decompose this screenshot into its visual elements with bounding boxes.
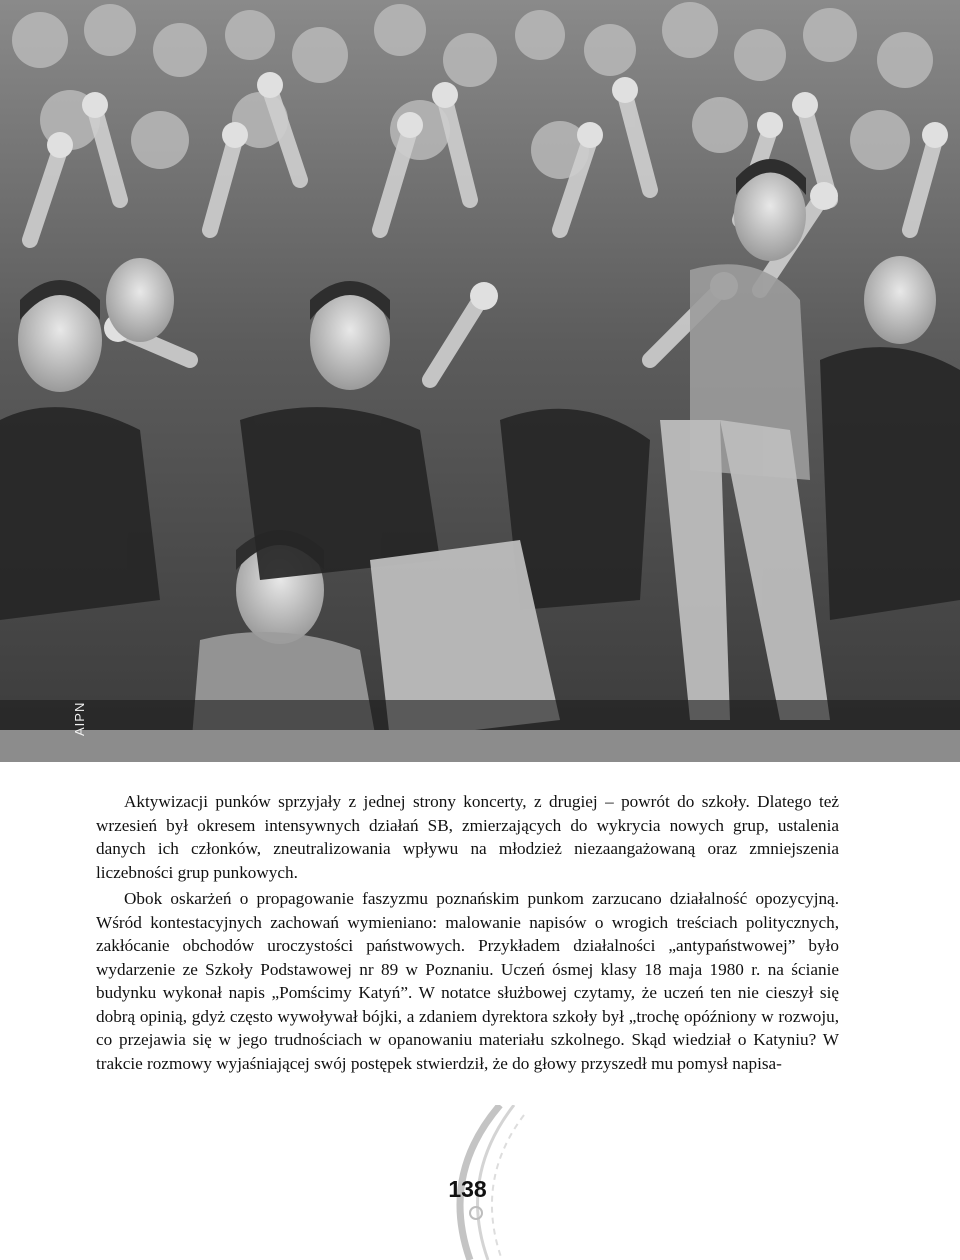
body-text: [96, 790, 839, 1075]
page-number: 138: [448, 1176, 487, 1202]
paragraph-2: Obok oskarżeń o propagowanie faszyzmu poznańskim punkom zarzucano działalność opozycyjną. Wśród kontestacyjnych zachowań wymieniano: malowanie napisów o wrogich treściach politycznych, zakłócanie obchodów uroczystości państwowych. Przykładem działalności „antypaństwowej” było wydarzenie ze Szkoły Podstawowej nr 89 w Poznaniu. Uczeń ósmej klasy 18 maja 1980 r. na ścianie budynku wykonał napis „Pomścimy Katyń”. W notatce służbowej czytamy, że uczeń ten nie cieszył się dobrą opinią, gdyż często wywoływał bójki, a zdaniem dyrektora szkoły był „trochę opóźniony w rozwoju, co przejawia się w jego trudnościach w opanowaniu materiału szkolnego. Skąd wiedział o Katyniu? W trakcie rozmowy wyjaśniającej swój postępek stwierdził, że do głowy przyszedł mu pomysł napisa-: [96, 889, 839, 1073]
photo-credit: AIPN: [72, 701, 87, 736]
paragraph-1: Aktywizacji punków sprzyjały z jednej strony koncerty, z drugiej – powrót do szkoły. Dlatego też wrzesień był okresem intensywnych działań SB, zmierzających do wykrycia nowych grup, ustalenia danych ich członków, zneutralizowania wpływu na młodzież niezaangażowaną oraz zmniejszenia liczebności grup punkowych.: [96, 792, 839, 882]
